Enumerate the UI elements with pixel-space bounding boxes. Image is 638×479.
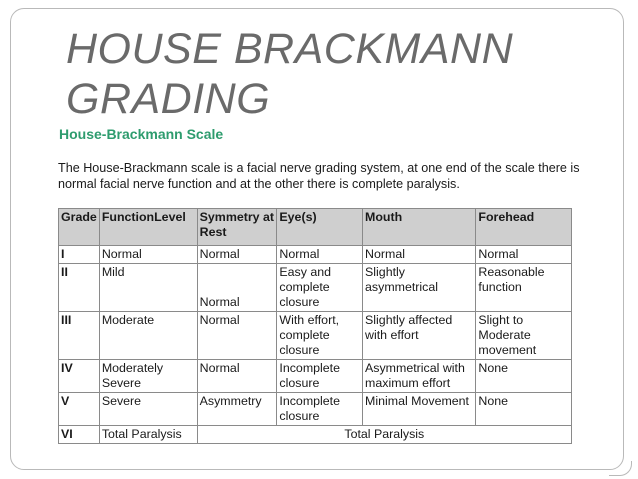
function-cell: Mild	[99, 264, 197, 312]
grade-cell: V	[59, 393, 100, 426]
table-row	[59, 246, 572, 264]
symmetry-cell: Asymmetry	[197, 393, 277, 426]
slide-corner-decoration-icon	[609, 461, 632, 476]
slide-title-line-2: GRADING	[66, 75, 271, 123]
function-cell: Moderate	[99, 312, 197, 360]
header-symmetry-at-rest: Symmetry at Rest	[197, 209, 277, 246]
mouth-cell: Slightly asymmetrical	[363, 264, 476, 312]
grade-cell: VI	[59, 426, 100, 444]
mouth-cell: Normal	[363, 246, 476, 264]
symmetry-cell: Normal	[197, 312, 277, 360]
grade-cell: II	[59, 264, 100, 312]
symmetry-cell: Normal	[197, 360, 277, 393]
header-forehead: Forehead	[476, 209, 572, 246]
table-row	[59, 312, 572, 360]
slide-title-line-1: HOUSE BRACKMANN	[66, 25, 514, 73]
function-cell: Severe	[99, 393, 197, 426]
eyes-cell: Incomplete closure	[277, 360, 363, 393]
mouth-cell: Slightly affected with effort	[363, 312, 476, 360]
document-heading: House-Brackmann Scale	[59, 126, 224, 142]
table-row	[59, 426, 572, 444]
forehead-cell: None	[476, 360, 572, 393]
mouth-cell: Minimal Movement	[363, 393, 476, 426]
merged-paralysis-cell: Total Paralysis	[197, 426, 571, 444]
forehead-cell: Reasonable function	[476, 264, 572, 312]
forehead-cell: Normal	[476, 246, 572, 264]
mouth-cell: Asymmetrical with maximum effort	[363, 360, 476, 393]
function-cell: Total Paralysis	[99, 426, 197, 444]
function-cell: Moderately Severe	[99, 360, 197, 393]
document-intro: The House-Brackmann scale is a facial nerve grading system, at one end of the scale there is normal facial nerve function and at the other there is complete paralysis.	[58, 161, 580, 191]
table-header-row	[59, 209, 572, 246]
header-mouth: Mouth	[363, 209, 476, 246]
header-eyes: Eye(s)	[277, 209, 363, 246]
grade-cell: III	[59, 312, 100, 360]
eyes-cell: Normal	[277, 246, 363, 264]
table-row	[59, 393, 572, 426]
table-row	[59, 360, 572, 393]
eyes-cell: Easy and complete closure	[277, 264, 363, 312]
grade-cell: IV	[59, 360, 100, 393]
table-row	[59, 264, 572, 312]
forehead-cell: None	[476, 393, 572, 426]
slide-title	[66, 24, 606, 124]
house-brackmann-table	[58, 208, 572, 444]
eyes-cell: Incomplete closure	[277, 393, 363, 426]
eyes-cell: With effort, complete closure	[277, 312, 363, 360]
header-function-level: FunctionLevel	[99, 209, 197, 246]
symmetry-cell: Normal	[197, 264, 277, 312]
function-cell: Normal	[99, 246, 197, 264]
symmetry-cell: Normal	[197, 246, 277, 264]
header-grade: Grade	[59, 209, 100, 246]
forehead-cell: Slight to Moderate movement	[476, 312, 572, 360]
grade-cell: I	[59, 246, 100, 264]
